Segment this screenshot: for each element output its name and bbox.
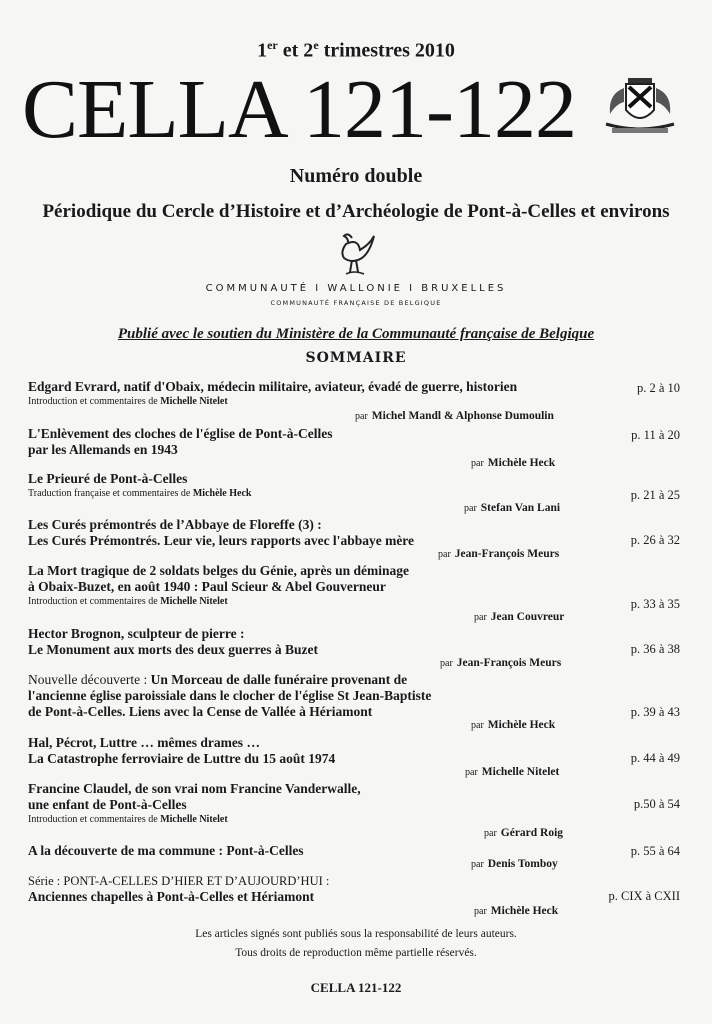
toc-entry-author: par Gérard Roig (484, 827, 564, 839)
toc-entry-pages: p. 26 à 32 (630, 533, 680, 547)
toc-entry-title: Nouvelle découverte : Un Morceau de dalle funéraire provenant de (28, 672, 408, 687)
toc-entry-title: Edgard Evrard, natif d'Obaix, médecin militaire, aviateur, évadé de guerre, historien (28, 379, 518, 394)
toc-entry-title: Anciennes chapelles à Pont-à-Celles et Hériamont (28, 889, 315, 904)
toc-entry-pages: p. 21 à 25 (630, 488, 680, 502)
toc-entry-title: Le Prieuré de Pont-à-Celles (28, 471, 188, 486)
toc-entry-credit: Introduction et commentaires de Michelle Nitelet (28, 396, 228, 407)
toc-entry-pages: p. 2 à 10 (636, 381, 680, 395)
rooster-logo-icon (330, 230, 378, 280)
toc-entry-title: Francine Claudel, de son vrai nom Francine Vanderwalle, (28, 781, 361, 796)
toc-entry-credit: Introduction et commentaires de Michelle Nitelet (28, 596, 228, 607)
toc-entry-pages: p. 39 à 43 (630, 705, 680, 719)
toc-entry-pages: p. 55 à 64 (630, 844, 680, 858)
sponsor-notice: Publié avec le soutien du Ministère de la Communauté française de Belgique (117, 326, 595, 342)
toc-entry-pages: p. 44 à 49 (630, 751, 680, 765)
toc-entry-title: Hal, Pécrot, Luttre … mêmes drames … (28, 735, 260, 750)
toc-entry-author: par Jean-François Meurs (438, 548, 560, 560)
toc-entry-credit: Introduction et commentaires de Michelle Nitelet (28, 814, 228, 825)
toc-entry-author: par Jean Couvreur (474, 611, 565, 623)
toc-entry-title: L'Enlèvement des cloches de l'église de Pont-à-Celles (28, 426, 333, 441)
toc-entry-title: Le Monument aux morts des deux guerres à Buzet (28, 642, 318, 657)
toc-entry-pages: p. CIX à CXII (608, 889, 680, 903)
responsibility-notice: Les articles signés sont publiés sous la responsabilité de leurs auteurs. (195, 928, 517, 940)
toc-entry-title: Hector Brognon, sculpteur de pierre : (28, 626, 245, 641)
communaute-logo-subtext: COMMUNAUTÉ FRANÇAISE DE BELGIQUE (270, 299, 442, 307)
toc-entry-title: une enfant de Pont-à-Celles (28, 797, 187, 812)
copyright-notice: Tous droits de reproduction même partielle réservés. (235, 947, 477, 959)
toc-entry-author: par Michèle Heck (471, 457, 556, 469)
toc-entry-title: Les Curés Prémontrés. Leur vie, leurs rapports avec l'abbaye mère (28, 533, 415, 548)
magazine-title: CELLA 121-122 (22, 63, 576, 156)
toc-entry-title: de Pont-à-Celles. Liens avec la Cense de Vallée à Hériamont (28, 704, 373, 719)
publisher-line: Périodique du Cercle d’Histoire et d’Archéologie de Pont-à-Celles et environs (42, 201, 670, 222)
toc-entry-title: à Obaix-Buzet, en août 1940 : Paul Scieur & Abel Gouverneur (28, 579, 386, 594)
toc-entry-author: par Jean-François Meurs (440, 657, 562, 669)
toc-entry-pages: p. 33 à 35 (630, 597, 680, 611)
toc-entry-title: par les Allemands en 1943 (28, 442, 178, 457)
footer-title: CELLA 121-122 (310, 980, 402, 995)
toc-entry-author: par Michelle Nitelet (465, 766, 560, 778)
toc-entry-author: par Michèle Heck (474, 905, 559, 917)
toc-entry-author: par Michèle Heck (471, 719, 556, 731)
toc-entry-title: Les Curés prémontrés de l’Abbaye de Floreffe (3) : (28, 517, 322, 532)
issue-period: 1er et 2e trimestres 2010 (257, 38, 455, 62)
toc-entry-title: La Catastrophe ferroviaire de Luttre du 15 août 1974 (28, 751, 336, 766)
toc-entry-title: A la découverte de ma commune : Pont-à-Celles (28, 843, 304, 858)
communaute-logo-text: COMMUNAUTÉ I WALLONIE I BRUXELLES (205, 283, 507, 294)
issue-type: Numéro double (289, 165, 423, 187)
toc-entry-author: par Denis Tomboy (471, 858, 558, 870)
toc-entry-author: par Stefan Van Lani (464, 502, 561, 514)
sommaire-heading: SOMMAIRE (305, 350, 407, 366)
toc-entry-pages: p. 11 à 20 (631, 428, 680, 442)
toc-entry-title: La Mort tragique de 2 soldats belges du Génie, après un déminage (28, 563, 410, 578)
toc-entry-series: Série : PONT-A-CELLES D’HIER ET D’AUJOURD’HUI : (28, 874, 330, 888)
coat-of-arms-icon (598, 74, 682, 144)
toc-entry-pages: p.50 à 54 (633, 797, 680, 811)
toc-entry-title: l'ancienne église paroissiale dans le clocher de l'église St Jean-Baptiste (28, 688, 432, 703)
toc-entry-credit: Traduction française et commentaires de Michèle Heck (28, 488, 252, 499)
toc-entry-pages: p. 36 à 38 (630, 642, 680, 656)
toc-entry-author: par Michel Mandl & Alphonse Dumoulin (355, 410, 554, 422)
